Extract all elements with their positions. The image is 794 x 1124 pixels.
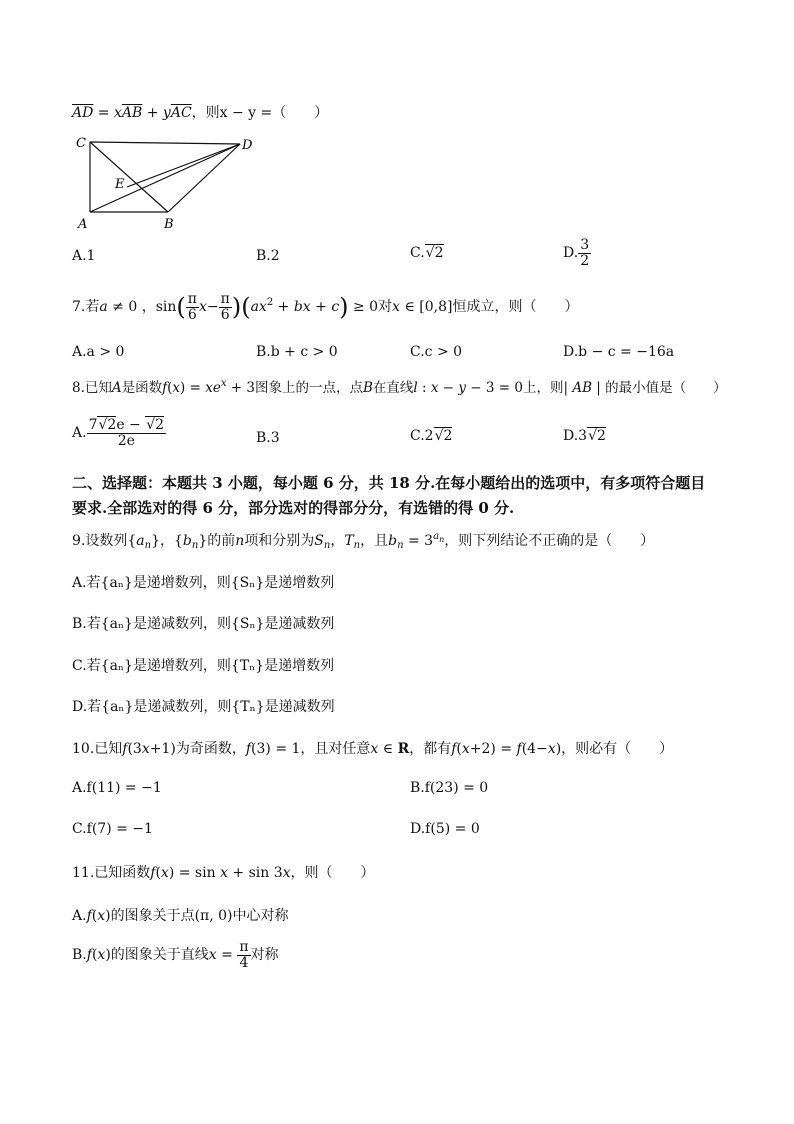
label-D: D [242,138,253,153]
section2-heading-line1: 二、选择题：本题共 3 小题，每小题 6 分，共 18 分.在每小题给出的选项中，有多项符合题目 [72,474,706,492]
q6-stem-tail: ，则x − y =（ ） [191,105,329,121]
q6-vector-equation: $\overline{AD} = x\overline{AB} + y\overline{AC}$ [72,105,192,121]
label-E: E [115,177,125,192]
q8-option-d: D.3√2 [563,428,606,444]
section2-heading-line2: 要求.全部选对的得 6 分，部分选对的得部分分，有选错的得 0 分. [72,499,515,517]
q6-triangle-figure [70,132,270,232]
q8-option-a: A. $\frac{7√2e - √2}{2e}$ [72,417,165,449]
q9-option-d: D.若{aₙ}是递减数列，则{Tₙ}是递减数列 [72,699,335,715]
q6-stem [72,102,328,122]
q8-stem: 8.已知A是函数$f(x) = xe^x + 3$图象上的一点，点B在直线l : x − y − 3 = 0上，则| AB | 的最小值是（ ） [72,378,727,396]
label-C: C [76,136,86,151]
q11-option-b: B.f(x)的图象关于直线x = $\frac{\pi}{4}$ 对称 [72,939,279,971]
q11-stem: 11.已知函数f(x) = sin x + sin 3x，则（ ） [72,865,375,881]
q8-option-b: B.3 [256,430,280,446]
q9-option-a: A.若{aₙ}是递增数列，则{Sₙ}是递增数列 [72,575,335,591]
q6-option-d: D. $\frac{3}{2}$ [563,237,590,269]
q7-option-d: D.b − c = −16a [563,344,675,360]
q10-option-b: B.f(23) = 0 [410,780,489,796]
q7-option-b: B.b + c > 0 [256,344,338,360]
q10-option-c: C.f(7) = −1 [72,821,153,837]
q9-option-c: C.若{aₙ}是递增数列，则{Tₙ}是递增数列 [72,658,335,674]
q6-option-b: B.2 [256,248,280,264]
q6-option-c: C.√2 [410,245,444,261]
q9-stem: 9.设数列$\{a_n\}$，$\{b_n\}$的前n项和分别为$S_n$，$T_n$，且$b_n = 3^{a_n}$，则下列结论不正确的是（ ） [72,531,655,551]
q6-option-a: A.1 [72,248,96,264]
q11-option-a: A.f(x)的图象关于点(π, 0)中心对称 [72,908,289,924]
q8-option-c: C.2√2 [410,428,453,444]
label-A: A [78,217,88,232]
q7-option-c: C.c > 0 [410,344,463,360]
q9-option-b: B.若{aₙ}是递减数列，则{Sₙ}是递减数列 [72,616,335,632]
q7-option-a: A.a > 0 [72,344,125,360]
q10-stem: 10.已知f(3x+1)为奇函数，f(3) = 1，且对任意x ∈ R，都有f(x+2) = f(4−x)，则必有（ ） [72,741,674,757]
label-B: B [164,217,174,232]
q10-option-d: D.f(5) = 0 [410,821,480,837]
q7-stem: 7.若a ≠ 0 ，sin( $\frac{\pi}{6}$ x− $\frac{\pi}{6}$ )($ax^2$ + bx + c) ≥ 0对x ∈ [0,8]恒成立，则（ ） [72,291,579,323]
q10-option-a: A.f(11) = −1 [72,780,162,796]
